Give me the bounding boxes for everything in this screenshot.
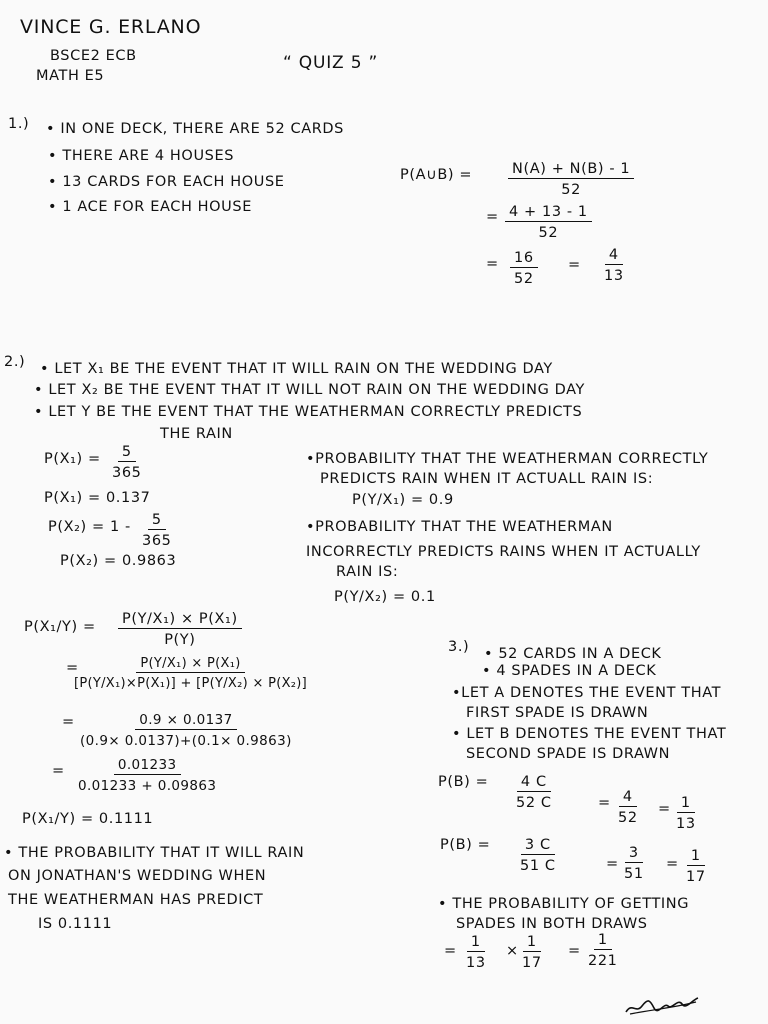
numerator: 0.01233: [114, 757, 181, 775]
denominator: 17: [686, 869, 706, 885]
equals: =: [62, 714, 75, 730]
times-sign: ×: [506, 943, 519, 959]
denominator: 17: [522, 955, 542, 971]
q2-right-note: •PROBABILITY THAT THE WEATHERMAN: [306, 519, 613, 535]
q2-right-note: RAIN IS:: [336, 564, 399, 580]
denominator: 13: [676, 816, 696, 832]
equals: =: [606, 856, 619, 872]
signature: [622, 990, 702, 1018]
q3-note: • 4 SPADES IN A DECK: [482, 663, 657, 679]
q2-definition: • LET X₂ BE THE EVENT THAT IT WILL NOT RAIN ON THE WEDDING DAY: [34, 382, 585, 398]
numerator: 5: [148, 512, 166, 530]
pb1-fraction: [618, 789, 638, 826]
px2-value: P(X₂) = 0.9863: [60, 553, 177, 569]
px1-value: P(X₁) = 0.137: [44, 490, 151, 506]
q2-conclusion: ON JONATHAN'S WEDDING WHEN: [8, 868, 267, 884]
q2-right-note: •PROBABILITY THAT THE WEATHERMAN CORRECTLY: [306, 451, 709, 467]
numerator: 3 C: [521, 837, 555, 855]
denominator: 52: [618, 810, 638, 826]
numerator: P(Y/X₁) × P(X₁): [136, 656, 244, 673]
subject: MATH E5: [36, 68, 105, 84]
bayes-formula: [118, 611, 242, 648]
numerator: 3: [625, 845, 643, 863]
denominator: 52 C: [516, 795, 552, 811]
final-fraction-b: [522, 934, 542, 971]
numerator: 4: [619, 789, 637, 807]
denominator: P(Y): [164, 632, 196, 648]
numerator: 5: [118, 444, 136, 462]
numerator: 4 + 13 - 1: [505, 204, 592, 222]
final-answer-fraction: [588, 932, 617, 969]
numerator: 0.9 × 0.0137: [135, 712, 236, 730]
q1-bullet: • THERE ARE 4 HOUSES: [48, 148, 235, 164]
pb1-result: [676, 795, 696, 832]
numerator: 4: [605, 247, 623, 265]
equals: =: [598, 795, 611, 811]
numerator: P(Y/X₁) × P(X₁): [118, 611, 242, 629]
bayes-lhs: P(X₁/Y) =: [24, 619, 96, 635]
q1-formula-fraction: [508, 161, 634, 198]
denominator: 221: [588, 953, 618, 969]
pb1-lhs: P(B) =: [438, 774, 489, 790]
pb1-combination: [516, 774, 552, 811]
q2-right-note: P(Y/X₁) = 0.9: [352, 492, 454, 508]
student-name: VINCE G. ERLANO: [20, 16, 202, 38]
bayes-substituted: [80, 712, 292, 749]
q3-note: •LET A DENOTES THE EVENT THAT: [452, 685, 722, 701]
q3-conclusion: SPADES IN BOTH DRAWS: [456, 916, 648, 932]
denominator: 51 C: [520, 858, 556, 874]
q1-sum-fraction: [510, 250, 538, 287]
denominator: 52: [514, 271, 534, 287]
q2-number: 2.): [4, 354, 26, 370]
equals: =: [52, 763, 65, 779]
q1-answer-fraction: [604, 247, 624, 284]
q2-conclusion: • THE PROBABILITY THAT IT WILL RAIN: [4, 845, 305, 861]
q1-substituted-fraction: [505, 204, 592, 241]
equals: =: [486, 256, 499, 272]
pb2-fraction: [624, 845, 644, 882]
pb2-lhs: P(B) =: [440, 837, 491, 853]
equals: =: [658, 801, 671, 817]
equals: =: [486, 209, 499, 225]
q2-conclusion: THE WEATHERMAN HAS PREDICT: [8, 892, 264, 908]
quiz-title: “ QUIZ 5 ”: [283, 53, 379, 73]
q2-conclusion: IS 0.1111: [38, 916, 113, 932]
denominator: 52: [538, 225, 559, 241]
denominator: 365: [142, 533, 172, 549]
pb2-combination: [520, 837, 556, 874]
equals: =: [444, 943, 457, 959]
numerator: 1: [687, 848, 705, 866]
q3-note: SECOND SPADE IS DRAWN: [466, 746, 671, 762]
q3-note: FIRST SPADE IS DRAWN: [466, 705, 649, 721]
q3-note: • LET B DENOTES THE EVENT THAT: [452, 726, 727, 742]
q2-right-note: P(Y/X₂) = 0.1: [334, 589, 436, 605]
denominator: (0.9× 0.0137)+(0.1× 0.9863): [80, 733, 292, 749]
numerator: N(A) + N(B) - 1: [508, 161, 634, 179]
q1-bullet: • IN ONE DECK, THERE ARE 52 CARDS: [46, 121, 344, 137]
denominator: [P(Y/X₁)×P(X₁)] + [P(Y/X₂) × P(X₂)]: [74, 676, 308, 691]
px1-fraction: [112, 444, 141, 481]
px1-lhs: P(X₁) =: [44, 451, 101, 467]
bayes-computed: [78, 757, 216, 794]
equals: =: [666, 856, 679, 872]
q3-conclusion: • THE PROBABILITY OF GETTING: [438, 896, 690, 912]
bayes-expanded: [74, 656, 307, 691]
numerator: 1: [594, 932, 612, 950]
q3-number: 3.): [448, 639, 470, 655]
q2-definition: • LET X₁ BE THE EVENT THAT IT WILL RAIN ON THE WEDDING DAY: [40, 361, 553, 377]
q1-union-lhs: P(A∪B) =: [400, 167, 473, 183]
equals: =: [66, 660, 79, 676]
pb2-result: [686, 848, 706, 885]
final-fraction-a: [466, 934, 486, 971]
course-section: BSCE2 ECB: [50, 48, 137, 64]
numerator: 1: [523, 934, 541, 952]
bayes-result: P(X₁/Y) = 0.1111: [22, 811, 154, 827]
equals: =: [568, 943, 581, 959]
equals: =: [568, 257, 581, 273]
q2-right-note: PREDICTS RAIN WHEN IT ACTUALL RAIN IS:: [320, 471, 654, 487]
q2-definition: THE RAIN: [160, 426, 233, 442]
denominator: 13: [604, 268, 624, 284]
q1-bullet: • 13 CARDS FOR EACH HOUSE: [48, 174, 285, 190]
q3-note: • 52 CARDS IN A DECK: [484, 646, 662, 662]
denominator: 365: [112, 465, 142, 481]
denominator: 51: [624, 866, 644, 882]
px2-lhs: P(X₂) = 1 -: [48, 519, 131, 535]
px2-fraction: [142, 512, 171, 549]
numerator: 16: [510, 250, 538, 268]
denominator: 13: [466, 955, 486, 971]
numerator: 1: [467, 934, 485, 952]
q2-definition: • LET Y BE THE EVENT THAT THE WEATHERMAN CORRECTLY PREDICTS: [34, 404, 583, 420]
q1-number: 1.): [8, 116, 30, 132]
denominator: 52: [561, 182, 581, 198]
denominator: 0.01233 + 0.09863: [78, 778, 217, 794]
numerator: 4 C: [517, 774, 551, 792]
q2-right-note: INCORRECTLY PREDICTS RAINS WHEN IT ACTUALLY: [306, 544, 701, 560]
q1-bullet: • 1 ACE FOR EACH HOUSE: [48, 199, 252, 215]
numerator: 1: [677, 795, 695, 813]
